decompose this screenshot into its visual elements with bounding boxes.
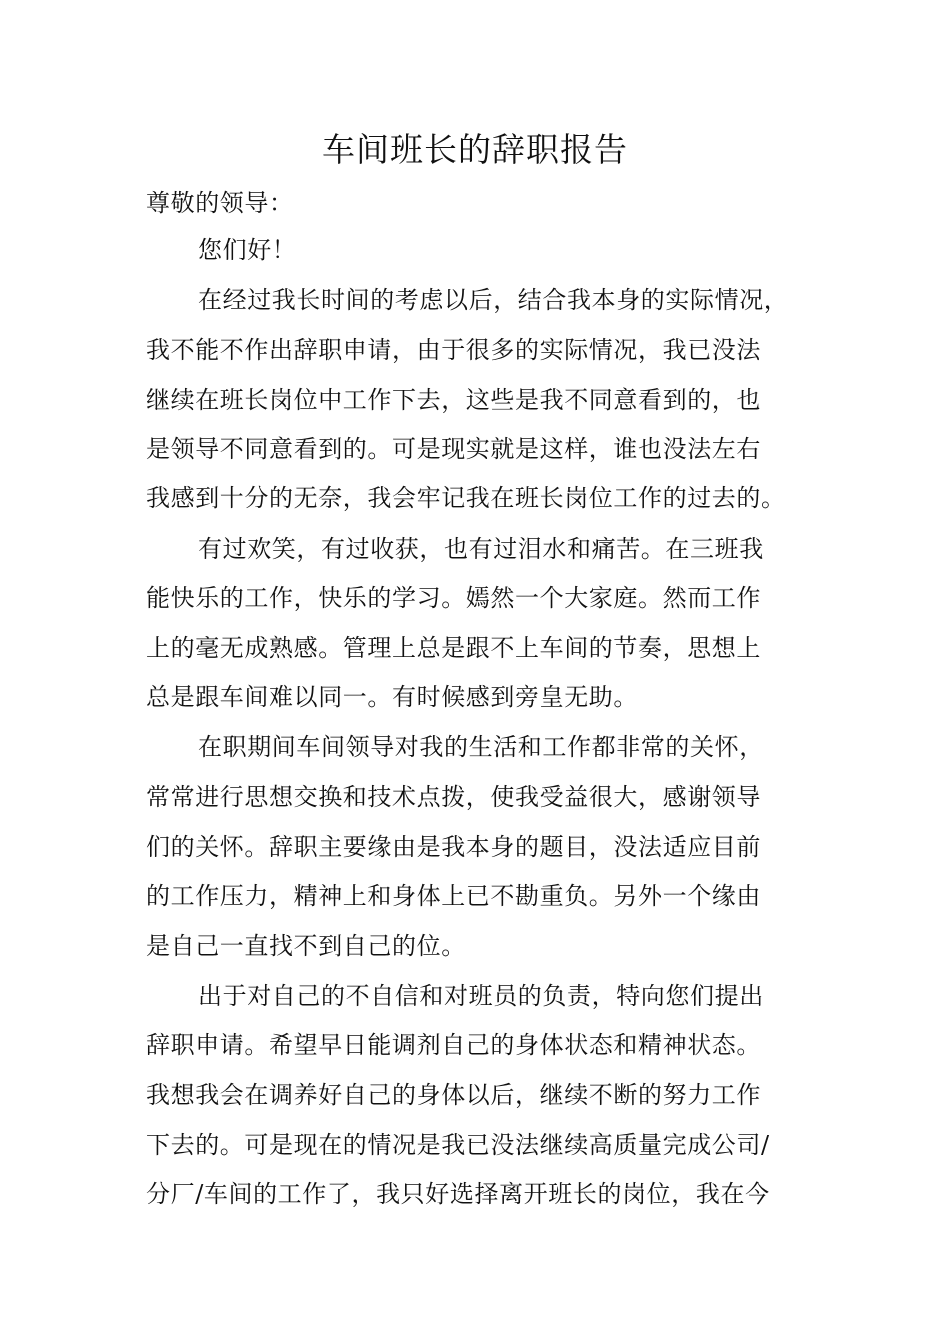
body-line: 能快乐的工作，快乐的学习。嫣然一个大家庭。然而工作 (146, 584, 761, 612)
salutation: 尊敬的领导： (146, 189, 294, 217)
greeting: 您们好！ (198, 236, 297, 264)
body-line: 下去的。可是现在的情况是我已没法继续高质量完成公司/ (146, 1131, 770, 1159)
body-line: 分厂/车间的工作了，我只好选择离开班长的岗位，我在今 (146, 1180, 770, 1208)
body-line: 我不能不作出辞职申请，由于很多的实际情况，我已没法 (146, 336, 761, 364)
body-line: 总是跟车间难以同一。有时候感到旁皇无助。 (146, 683, 638, 711)
body-line: 是自己一直找不到自己的位。 (146, 932, 466, 960)
body-line: 上的毫无成熟感。管理上总是跟不上车间的节奏，思想上 (146, 634, 761, 662)
body-line: 辞职申请。希望早日能调剂自己的身体状态和精神状态。 (146, 1031, 761, 1059)
body-line: 是领导不同意看到的。可是现实就是这样，谁也没法左右 (146, 435, 761, 463)
body-line: 我想我会在调养好自己的身体以后，继续不断的努力工作 (146, 1081, 761, 1109)
body-line: 们的关怀。辞职主要缘由是我本身的题目，没法适应目前 (146, 833, 761, 861)
body-line: 出于对自己的不自信和对班员的负责，特向您们提出 (198, 982, 764, 1010)
body-line: 在职期间车间领导对我的生活和工作都非常的关怀， (198, 733, 764, 761)
body-line: 继续在班长岗位中工作下去，这些是我不同意看到的，也 (146, 386, 761, 414)
document-title: 车间班长的辞职报告 (322, 130, 628, 169)
body-line: 的工作压力，精神上和身体上已不勘重负。另外一个缘由 (146, 882, 761, 910)
body-line: 在经过我长时间的考虑以后，结合我本身的实际情况， (198, 286, 789, 314)
body-line: 有过欢笑，有过收获，也有过泪水和痛苦。在三班我 (198, 535, 764, 563)
body-line: 常常进行思想交换和技术点拨，使我受益很大，感谢领导 (146, 783, 761, 811)
body-line: 我感到十分的无奈，我会牢记我在班长岗位工作的过去的。 (146, 484, 786, 512)
